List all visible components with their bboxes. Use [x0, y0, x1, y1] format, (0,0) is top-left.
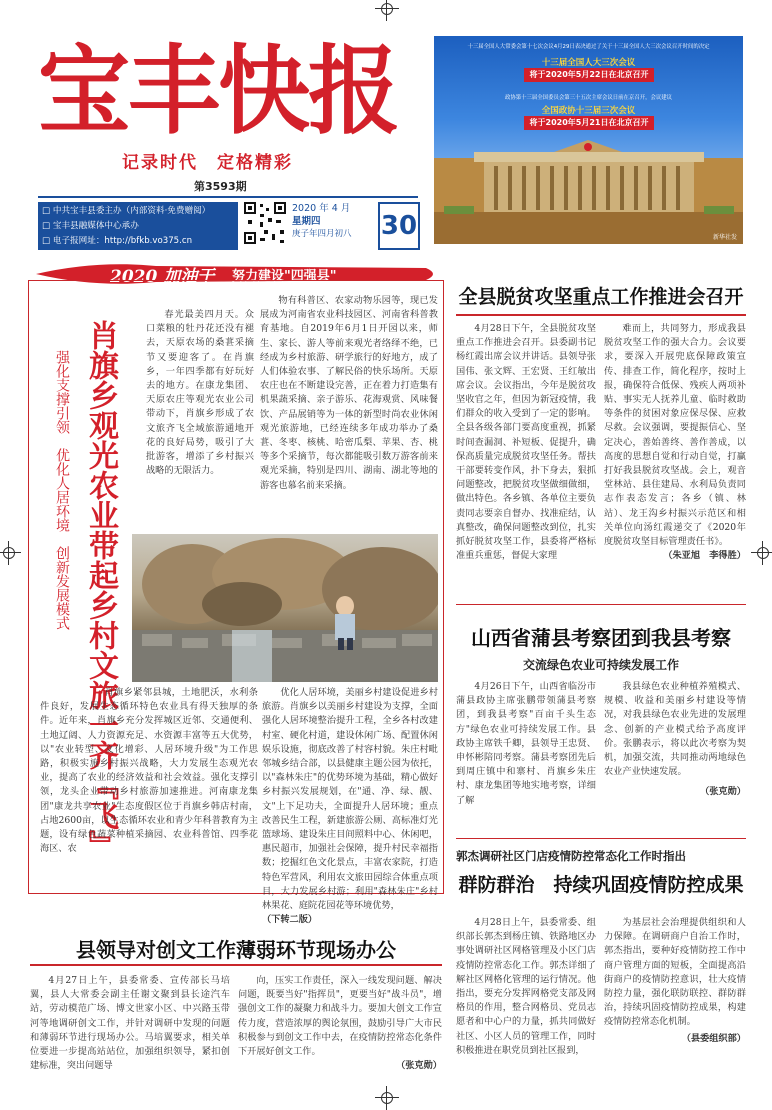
- newspaper-logo: 宝丰快报: [38, 34, 399, 148]
- date-lunar: 庚子年四月初八: [292, 229, 352, 239]
- article5-col1: 4月27日上午，县委常委、宣传部长马培翼，县人大常委会副主任谢文聚到县长途汽车站，劳动模范广场、博文世家小区、中兴路玉带河等地调研创文工作，并针对调研中发现的问题和薄弱环节进行现场办公。马培翼要求，相关单位要进一步提高站站位，加强组织领导，紧扣创建标准，突出问题导: [30, 975, 230, 1072]
- article1-col2: 物有科普区、农家动物乐园等，现已发展成为河南省农业科技园区、河南省科普教育基地。自2019年6月1日开园以来，师生、家长、游人等前来观光者络绎不绝，已经成为乡村旅游、研学旅行的好地方，成了人们体验农事、了解民俗的快乐场所。天原农庄也在不断建设完善，正在着力打造集有机果蔬采摘、亲子游乐、花海观赏、风味餐饮、产品展销等为一体的新型时尚农业休闲观光旅游地，已经连续多年成功举办了桑葚、冬枣、核桃、哈密瓜梨、苹果、杏、桃等多个采摘节，每次都能吸引数万游客前来观光采摘，特别是四川、湖南、湖北等地的游客也慕名前来采摘。: [260, 295, 438, 491]
- qr-code-icon[interactable]: [242, 200, 288, 246]
- article3-subtitle: 交流绿色农业可持续发展工作: [522, 658, 679, 672]
- article5-author: （张克勋）: [396, 1060, 442, 1072]
- article2-rule: [456, 314, 746, 316]
- campaign-slogan: 努力建设"四强县": [232, 269, 337, 284]
- crop-mark: [3, 547, 15, 559]
- great-hall-illustration: [434, 134, 743, 244]
- banner-line2: 政协第十三届全国委员会第三十五次主席会议日前在京召开，会议建议: [504, 95, 673, 101]
- article2-col2: 难而上，共同努力，形成我县脱贫攻坚工作的强大合力。会议要求，要深入开展兜底保障政策宣传、排查工作，简化程序，按时上报，确保符合低保、残疾人两项补贴、事实无人抚养儿童、临时救助等条件的贫困对象应保尽保、应救尽救。会议强调，要提振信心、坚定决心，善始善终、善作善成，以高度的思想自觉和行动自觉，打赢打好我县脱贫攻坚战。会上，观音堂林站、县住建局、水利局负责同志作表态发言；各乡（镇、林站）、龙王沟乡村振兴示范区和相关单位向汤红霞递交了《2020年度脱贫攻坚目标管理责任书》。 （朱亚旭 李得胜）: [604, 322, 746, 563]
- banner-line1: 十三届全国人大常委会第十七次会议4月29日表决通过了关于十三届全国人大三次会议召开时间的决定: [467, 44, 710, 50]
- masthead: [30, 28, 430, 258]
- article5-col2: 向，压实工作责任，深入一线发现问题、解决问题，既要当好"指挥员"，更要当好"战斗员"，增强创文工作的凝聚力和战斗力。要加大创文工作宣传力度，营造浓厚的舆论氛围，鼓励引导广大市民积极参与到创文工作中去，在疫情防控常态化条件下开展好创文工作。 （张克勋）: [238, 974, 442, 1073]
- article4-kicker: 郭杰调研社区门店疫情防控常态化工作时指出: [456, 849, 686, 863]
- crop-mark: [381, 1092, 393, 1104]
- date-weekday: 星期四: [292, 216, 321, 227]
- campaign-script: 2020 加油干: [110, 267, 215, 287]
- article3-col1: 4月26日下午，山西省临汾市蒲县政协主席张鹏带领蒲县考察团，到我县考察"百亩千头生态方"绿色农业可持续发展工作。县政协主席铁千卿，县领导王忠贤、申怀彬陪同考察。蒲县考察团先后到周庄镇中和寨村、肖旗乡朱庄村、康龙集团等地实地考察，详细了解: [456, 681, 596, 806]
- publisher-line: □ 中共宝丰县委主办（内部资料·免费赠阅）: [42, 206, 211, 216]
- article4-title: 群防群治 持续巩固疫情防控成果: [458, 874, 744, 896]
- article4-col2: 为基层社会治理提供组织和人力保障。在调研商户自治工作时，郭杰指出，要种好疫情防控工作中商户管理方面的短板，全面提高沿街商户的疫情防控意识，壮大疫情防控力量，强化联防联控、群防群治，持续巩固疫情防控成果，构建疫情防控常态化机制。 （县委组织部）: [604, 916, 746, 1046]
- date-box: [292, 202, 378, 250]
- article3-col2: 我县绿色农业种植养殖模式、规模、收益和美丽乡村建设等情况，对我县绿色农业先进的发展理念、创新的产业模式给予高度评价。张鹏表示，将以此次考察为契机，加强交流，共同推动两地绿色农业产业快速发展。 （张克勋）: [604, 680, 746, 800]
- article4-col1: 4月28日上午，县委常委、组织部长郭杰到杨庄镇、铁路地区办事处调研社区网格管理及小区门店疫情防控常态化工作。郭杰详细了解社区网格化管理的运行情况。他指出，要充分发挥网格党支部及网格员的作用，整合网格员、党员志愿者和中心户的力量，抓共同做好社区、小区人员的管理工作，同时积极推进在职党员到社区报到，: [456, 917, 596, 1056]
- divider: [456, 838, 746, 839]
- article2-author: （朱亚旭 李得胜）: [663, 550, 746, 562]
- article1-title: 肖旗乡观光农业带起乡村文旅一齐『飞』: [83, 320, 118, 860]
- article1-col1b: 肖旗乡紧邻县城，土地肥沃，水利条件良好，发展生态循环特色农业具有得天独厚的条件。近年来，肖旗乡充分发挥城区近邻、交通便利、土地辽阔、人力资源充足、水资源丰富等五大优势，以"农业转型、文化增彩、人居环境升级"为工作思路，积极实施乡村振兴战略，大力发展生态观光农业，提高了农业的经济效益和社会效益。强化支撑引领，龙头企业带动乡村旅游加速推进。河南康龙集团"康龙共享农业"生态度假区位于肖旗乡韩店村南，占地2600亩，以生态循环农业和青少年科普教育为主题，设有绿色蔬菜种植采摘园、农业科普馆、四季花海区、农: [40, 687, 258, 855]
- article1-photo: [132, 534, 438, 682]
- npc-banner: [434, 36, 743, 244]
- date-year-month: 2020 年 4 月: [292, 203, 351, 214]
- article2-col1: 4月28日下午，全县脱贫攻坚重点工作推进会召开。县委副书记杨红霞出席会议并讲话。县领导张国伟、张文辉、王宏贤、王红敏出席会议。会议指出，今年是脱贫攻坚收官之年，但因为新冠疫情，我们群众的收入受到了一定的影响。全县各级各部门要高度重视，抓紧时间查漏洞、补短板、促提升，确保高质量完成脱贫攻坚任务。帮扶干部要转变作风，扑下身去，狠抓问题整改，把脱贫攻坚做细做细，做出特色。各乡镇、各单位主要负责同志要亲自督办、找准症结，认真整改，确保问题整改到位，扎实抓好脱贫攻坚工作，县委将严格标准重兵重惩，督促大家理: [456, 323, 596, 562]
- photo-credit: 新华社发: [712, 234, 737, 241]
- banner-box1-title: 十三届全国人大三次会议: [541, 58, 636, 68]
- banner-box2-date: 将于2020年5月21日在北京召开: [524, 116, 654, 130]
- date-day: 30: [378, 202, 420, 250]
- article4-author: （县委组织部）: [681, 1032, 746, 1044]
- crop-mark: [381, 3, 393, 15]
- crop-mark: [757, 547, 769, 559]
- article3-author: （张克勋）: [700, 786, 746, 798]
- article5-rule: [30, 964, 442, 966]
- issue-number: 第3593期: [194, 180, 247, 193]
- publisher-line[interactable]: □ 电子报网址：http://bfkb.vo375.cn: [42, 236, 193, 246]
- publisher-info: [38, 202, 238, 250]
- article1-col1: 春光最美四月天。众口菜粮的牡丹花还没有褪去，天原农场的桑葚采摘节又要迎客了。在肖旗乡，一年四季都有好玩好去的地方。在康龙集团、天原农庄等观光农业公司带动下，肖旗乡形成了农文旅齐飞全域旅游通地开花的良好局势，吸引了大批游客，增添了乡村振兴战略的无限活力。: [146, 309, 254, 477]
- publisher-line: □ 宝丰县融媒体中心承办: [42, 221, 139, 231]
- banner-box2-title: 全国政协十三届三次会议: [541, 106, 636, 116]
- divider: [456, 604, 746, 605]
- slogan: 记录时代 定格精彩: [122, 153, 293, 173]
- article3-title: 山西省蒲县考察团到我县考察: [471, 626, 731, 650]
- banner-box1-date: 将于2020年5月22日在北京召开: [524, 68, 654, 82]
- article2-title: 全县脱贫攻坚重点工作推进会召开: [458, 286, 744, 308]
- article5-title: 县领导对创文工作薄弱环节现场办公: [76, 938, 396, 962]
- article1-subtitle: 强化支撑引领 优化人居环境 创新发展模式: [54, 350, 70, 630]
- article1-continuation: （下转二版）: [262, 914, 318, 926]
- article1-col2b: 优化人居环境，美丽乡村建设促进乡村旅游。肖旗乡以美丽乡村建设为支撑，全面强化人居环境整治提升工程，全乡各村改建村室、硬化村道，建设休闲广场、配置休闲娱乐设施，彻底改善了村容村貌。朱庄村毗邻城乡结合部，以县健康主题公园为依托，以"森林朱庄"的优势环境为基础，精心做好乡村振兴发展规划，在"通、净、绿、靓、文"上下足功夫，全面提升人居环境；重点改善民生工程，新建旅游公厕、高标准灯光篮球场、建设朱庄目间照料中心、休闲吧，惠民超市，加强社会保障，提升村民幸福指数；挖掘红色文化景点，丰富农家院，打造特色军营风，利用农文旅田园综合体重点项目，大力发展乡村游；利用"森林朱庄"乡村林果花、庭院花园花等环境优势， （下转二版）: [262, 687, 438, 926]
- masthead-rule: [38, 196, 418, 198]
